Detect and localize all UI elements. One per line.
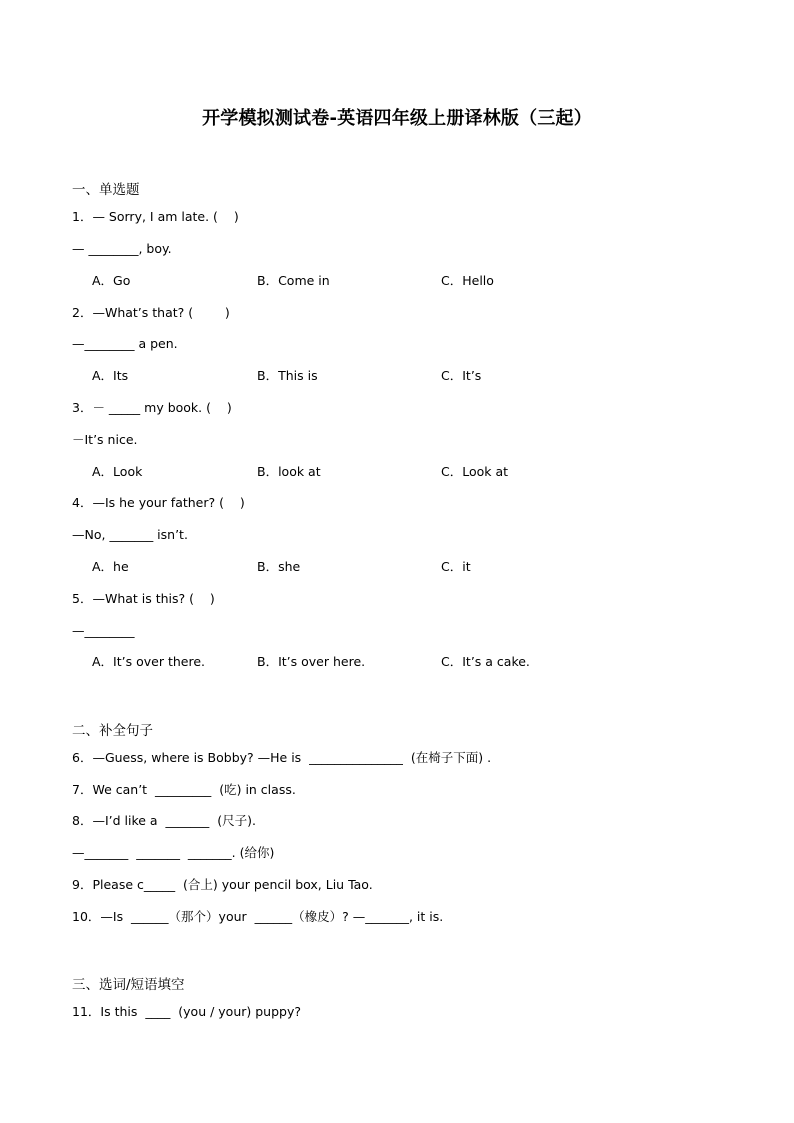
- question-3-option-b: B．look at: [257, 464, 321, 479]
- question-7: 7．We can’t _________ (吃) in class.: [72, 782, 296, 797]
- question-5-option-c: C．It’s a cake.: [441, 654, 530, 669]
- question-6: 6．—Guess, where is Bobby? —He is _______________ (在椅子下面) .: [72, 750, 492, 765]
- question-4-response: —No, _______ isn’t.: [72, 527, 188, 542]
- section-heading-complete-sentences: 二、补全句子: [72, 723, 153, 739]
- section-heading-word-choice: 三、选词/短语填空: [72, 977, 185, 993]
- page-title: 开学模拟测试卷-英语四年级上册译林版（三起）: [202, 108, 592, 129]
- section-heading-single-choice: 一、单选题: [72, 182, 140, 198]
- question-2-response: —________ a pen.: [72, 336, 178, 351]
- question-4-option-b: B．she: [257, 559, 301, 574]
- question-9: 9．Please c_____ (合上) your pencil box, Liu Tao.: [72, 877, 373, 892]
- question-2-option-c: C．It’s: [441, 368, 482, 383]
- question-4-option-c: C．it: [441, 559, 471, 574]
- question-1-option-c: C．Hello: [441, 273, 494, 288]
- question-3-response: －It’s nice.: [72, 432, 138, 447]
- question-8: 8．—I’d like a _______ (尺子).: [72, 813, 256, 828]
- question-1-response: — ________, boy.: [72, 241, 172, 256]
- question-3-option-a: A．Look: [92, 464, 143, 479]
- question-4-option-a: A．he: [92, 559, 129, 574]
- question-2-option-b: B．This is: [257, 368, 318, 383]
- question-4-stem: 4．—Is he your father? ( ): [72, 495, 245, 510]
- question-11: 11．Is this ____ (you / your) puppy?: [72, 1004, 301, 1019]
- question-2-option-a: A．Its: [92, 368, 129, 383]
- question-5-stem: 5．—What is this? ( ): [72, 591, 215, 606]
- question-1-option-b: B．Come in: [257, 273, 330, 288]
- question-2-stem: 2．—What’s that? ( ): [72, 305, 230, 320]
- question-5-option-b: B．It’s over here.: [257, 654, 366, 669]
- question-5-option-a: A．It’s over there.: [92, 654, 205, 669]
- question-1-option-a: A．Go: [92, 273, 131, 288]
- question-3-stem: 3．－ _____ my book. ( ): [72, 400, 232, 415]
- question-1-stem: 1．— Sorry, I am late. ( ): [72, 209, 239, 224]
- question-8-response: —_______ _______ _______. (给你): [72, 845, 275, 860]
- question-10: 10．—Is ______（那个）your ______（橡皮）? —_______, it is.: [72, 909, 444, 924]
- question-5-response: —________: [72, 623, 135, 638]
- question-3-option-c: C．Look at: [441, 464, 509, 479]
